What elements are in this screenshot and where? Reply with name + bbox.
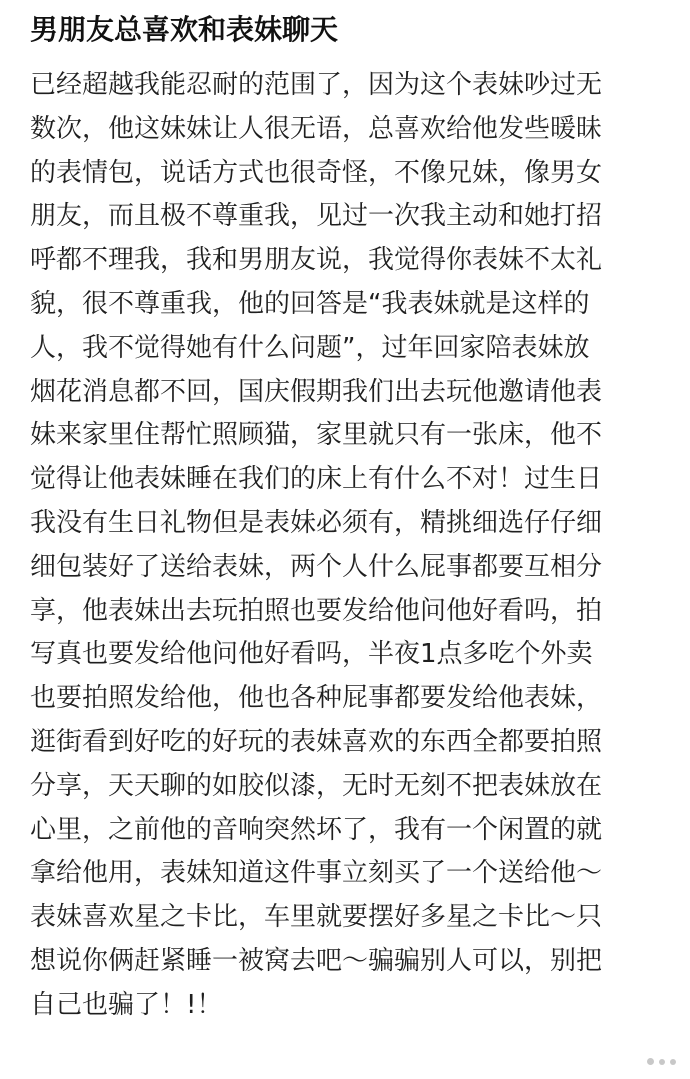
body-line: 觉得让他表妹睡在我们的床上有什么不对！过生日 <box>30 464 603 495</box>
body-line: 也要拍照发给他，他也各种屁事都要发给他表妹， <box>30 683 603 714</box>
body-line: 的表情包，说话方式也很奇怪，不像兄妹，像男女 <box>30 157 603 188</box>
body-line: 烟花消息都不回，国庆假期我们出去玩他邀请他表 <box>30 376 603 407</box>
watermark-dot <box>647 1058 654 1065</box>
body-line: 心里，之前他的音响突然坏了，我有一个闲置的就 <box>30 814 603 845</box>
watermark-icon <box>647 1058 676 1065</box>
body-line: 貌，很不尊重我，他的回答是“我表妹就是这样的 <box>30 288 590 319</box>
body-line: 人，我不觉得她有什么问题”，过年回家陪表妹放 <box>30 332 590 363</box>
watermark-dot <box>659 1059 665 1065</box>
post-title: 男朋友总喜欢和表妹聊天 <box>30 13 339 46</box>
body-line: 已经超越我能忍耐的范围了，因为这个表妹吵过无 <box>30 70 603 100</box>
body-line: 分享，天天聊的如胶似漆，无时无刻不把表妹放在 <box>30 770 603 801</box>
body-line: 拿给他用，表妹知道这件事立刻买了一个送给他～ <box>30 858 603 889</box>
watermark-dot <box>670 1059 676 1065</box>
body-line: 细包装好了送给表妹，两个人什么屁事都要互相分 <box>30 551 603 582</box>
body-line: 我没有生日礼物但是表妹必须有，精挑细选仔仔细 <box>30 507 603 538</box>
body-line: 逛街看到好吃的好玩的表妹喜欢的东西全都要拍照 <box>30 726 603 757</box>
body-line: 自己也骗了！!！ <box>30 989 223 1020</box>
body-line: 享，他表妹出去玩拍照也要发给他问他好看吗，拍 <box>30 595 603 626</box>
body-line: 呼都不理我，我和男朋友说，我觉得你表妹不太礼 <box>30 245 603 276</box>
body-line: 数次，他这妹妹让人很无语，总喜欢给他发些暖昧 <box>30 113 603 144</box>
body-line: 朋友，而且极不尊重我，见过一次我主动和她打招 <box>30 201 603 232</box>
body-line: 想说你俩赶紧睡一被窝去吧～骗骗别人可以，别把 <box>30 945 603 976</box>
body-line: 妹来家里住帮忙照顾猫，家里就只有一张床，他不 <box>30 420 603 451</box>
post-body <box>30 64 670 1028</box>
body-line: 写真也要发给他问他好看吗，半夜1点多吃个外卖 <box>30 639 593 670</box>
body-line: 表妹喜欢星之卡比，车里就要摆好多星之卡比～只 <box>30 902 603 933</box>
